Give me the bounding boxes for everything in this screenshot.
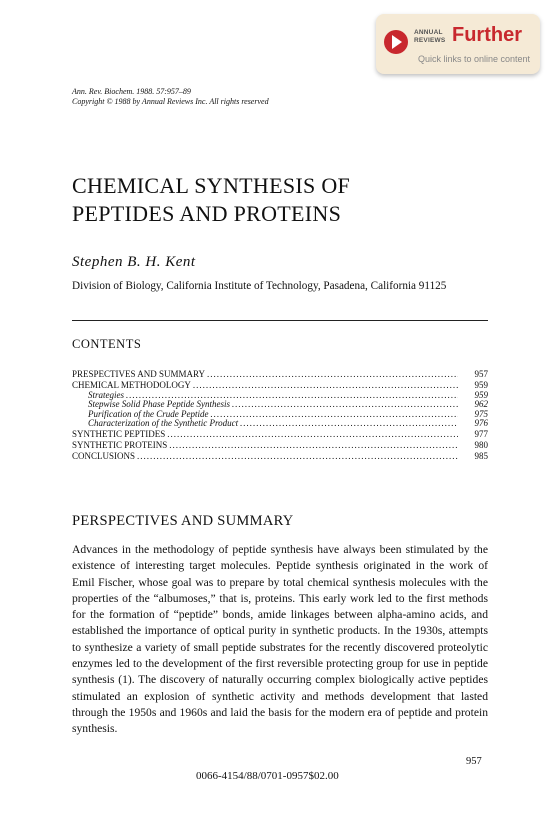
toc-label: Strategies <box>88 389 124 400</box>
toc-page: 957 <box>474 369 488 379</box>
article-title <box>72 172 350 228</box>
play-logo-icon <box>384 30 408 54</box>
contents-heading: CONTENTS <box>72 337 142 351</box>
citation-line: Ann. Rev. Biochem. 1988. 57:957–89 <box>72 87 191 96</box>
toc-entry[interactable] <box>72 379 488 390</box>
toc-page: 962 <box>474 399 488 410</box>
author-affiliation: Division of Biology, California Institute of Technology, Pasadena, California 91125 <box>72 280 447 292</box>
toc-entry[interactable] <box>72 439 488 450</box>
section-heading: PERSPECTIVES AND SUMMARY <box>72 513 294 529</box>
banner-subtitle: Quick links to online content <box>418 54 531 64</box>
price-code: 0066-4154/88/0701-0957$02.00 <box>196 770 339 782</box>
title-line1: CHEMICAL SYNTHESIS OF <box>72 173 351 198</box>
toc-page: 975 <box>474 408 488 419</box>
page-number: 957 <box>466 756 482 767</box>
toc-label: CHEMICAL METHODOLOGY <box>72 380 191 390</box>
journal-citation <box>72 87 269 107</box>
table-of-contents <box>72 368 488 461</box>
toc-entry[interactable] <box>72 428 488 439</box>
banner-small-line1: ANNUAL <box>414 29 443 36</box>
toc-subentry[interactable] <box>72 409 488 419</box>
toc-page: 980 <box>474 440 488 451</box>
toc-page: 959 <box>474 380 488 390</box>
banner-small-line2: REVIEWS <box>414 36 446 44</box>
toc-subentry[interactable] <box>72 390 488 400</box>
banner-brand: Further <box>452 24 522 46</box>
copyright-line: Copyright © 1988 by Annual Reviews Inc. All rights reserved <box>72 97 269 106</box>
toc-label: SYNTHETIC PEPTIDES <box>72 429 166 440</box>
toc-subentry[interactable] <box>72 419 488 429</box>
toc-page: 985 <box>474 451 488 462</box>
body-paragraph: Advances in the methodology of peptide synthesis have always been stimulated by the existence of interesting target molecules. Peptide synthesis originated in the work of Emil Fischer, whose goal was to prepare by total chemical synthesis molecules with the properties of the “albumoses,” that is, proteins. This early work led to the first methods for the formation of “peptide” bonds, amide linkages between alpha-amino acids, and established the importance of optical purity in synthetic products. In the 1930s, attempts to synthesize a variety of small peptide substrates for the recently discovered proteolytic enzymes led to the development of the first reversible protecting group for use in peptide synthesis (1). The discovery of naturally occurring complex biologically active peptides stimulated an explosion of synthetic activity and methods development that lasted through the 1950s and 1960s and laid the basis for the modern era of peptide and protein synthesis. <box>72 543 488 736</box>
toc-label: Stepwise Solid Phase Peptide Synthesis <box>88 399 230 410</box>
toc-label: SYNTHETIC PROTEINS <box>72 440 168 451</box>
toc-entry[interactable] <box>72 368 488 379</box>
toc-entry[interactable] <box>72 450 488 461</box>
divider <box>72 320 488 321</box>
banner-publisher <box>414 29 445 44</box>
toc-subentry[interactable] <box>72 400 488 410</box>
author-name: Stephen B. H. Kent <box>72 254 196 270</box>
toc-label: Purification of the Crude Peptide <box>88 408 209 419</box>
toc-page: 959 <box>474 389 488 400</box>
toc-page: 976 <box>474 418 488 429</box>
toc-label: PRESPECTIVES AND SUMMARY <box>72 369 206 379</box>
further-banner[interactable] <box>376 14 540 74</box>
title-line2: PEPTIDES AND PROTEINS <box>72 201 342 226</box>
toc-label: CONCLUSIONS <box>72 451 136 462</box>
toc-page: 977 <box>474 429 488 440</box>
toc-label: Characterization of the Synthetic Product <box>88 418 239 429</box>
